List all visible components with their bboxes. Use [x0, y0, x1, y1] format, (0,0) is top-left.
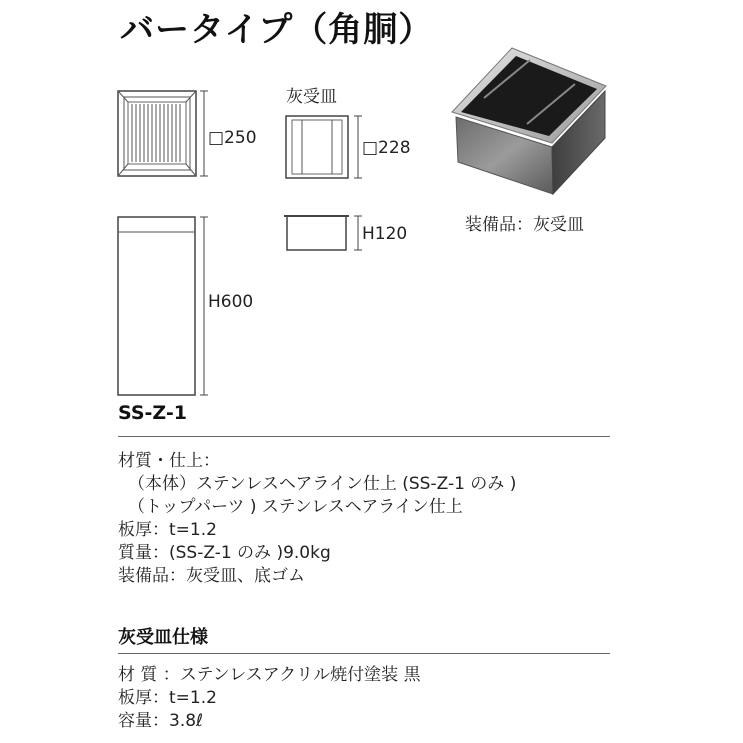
tray-height-dimension: H120 [362, 224, 408, 244]
spec-line-material: 材質・仕上： [118, 451, 220, 471]
divider [118, 653, 610, 654]
tray-spec-material: 材 質 ：ステンレスアクリル焼付塗装 黒 [118, 665, 421, 685]
spec-list [118, 450, 516, 588]
spec-line-weight: 質量：(SS-Z-1 のみ )9.0kg [118, 543, 331, 563]
tray-label: 灰受皿 [286, 87, 337, 107]
tray-spec-capacity: 容量：3.8ℓ [118, 711, 204, 731]
tray-specs-title: 灰受皿仕様 [118, 627, 208, 648]
spec-line-equipment: 装備品：灰受皿、底ゴム [118, 566, 305, 586]
spec-line-thickness: 板厚：t=1.2 [118, 520, 217, 540]
divider [118, 436, 610, 437]
tray-spec-list [118, 664, 421, 733]
tray-top-view-drawing [286, 116, 362, 178]
tray-spec-thickness: 板厚：t=1.2 [118, 688, 217, 708]
model-number: SS-Z-1 [118, 402, 187, 424]
spec-line-top-finish: （トップパーツ ) ステンレスヘアライン仕上 [128, 497, 463, 517]
front-view-drawing [118, 217, 208, 395]
top-view-drawing [118, 91, 208, 176]
tray-photo [452, 48, 606, 194]
page-title: バータイプ（角胴） [120, 10, 434, 50]
tray-width-dimension: □228 [362, 138, 411, 158]
photo-caption: 装備品：灰受皿 [465, 215, 584, 235]
front-height-dimension: H600 [208, 292, 254, 312]
tray-side-view-drawing [284, 216, 362, 250]
spec-line-body-finish: （本体）ステンレスヘアライン仕上 (SS-Z-1 のみ ) [128, 474, 517, 494]
top-view-dimension: □250 [208, 128, 257, 148]
